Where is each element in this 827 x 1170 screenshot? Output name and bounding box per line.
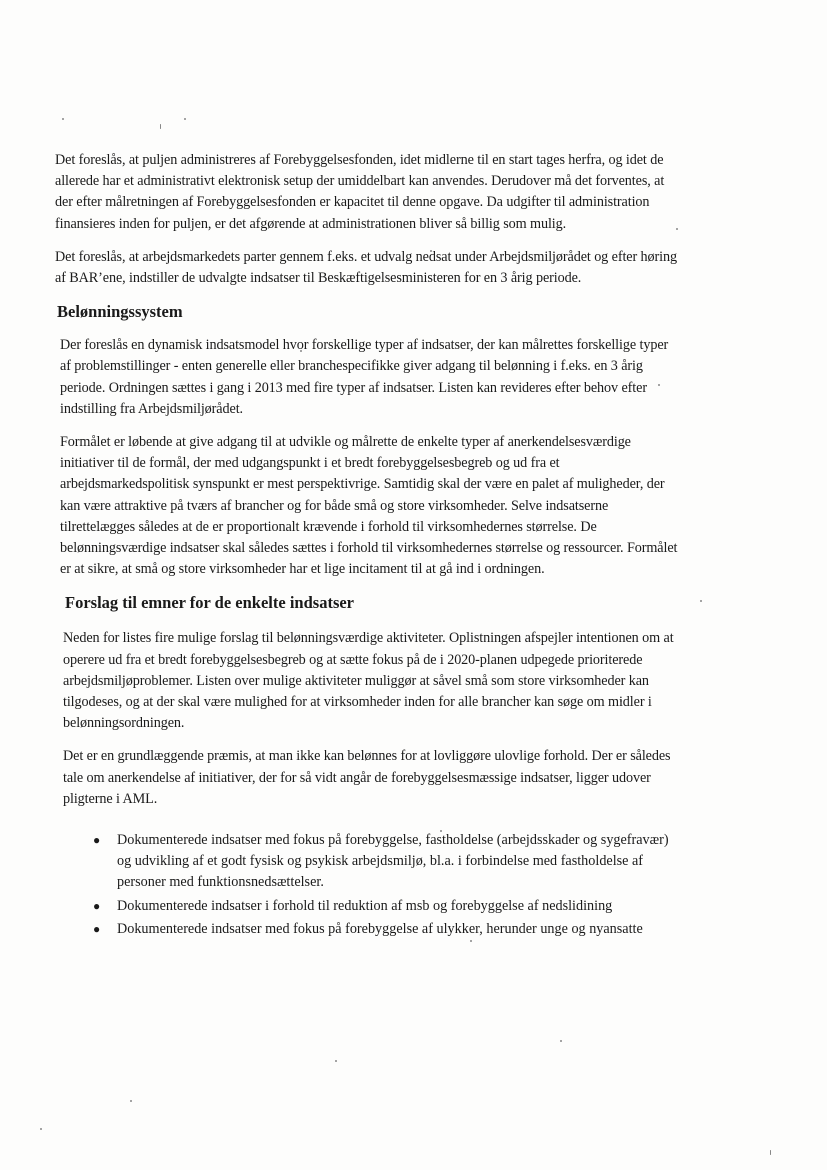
indsatser-list bbox=[63, 830, 680, 940]
heading-belonningssystem: Belønningssystem bbox=[57, 302, 183, 322]
paragraph-intro-1: Det foreslås, at puljen administreres af Forebyggelsesfonden, idet midlerne til en start tages herfra, og idet de allerede har et administrativt elektronisk setup der umiddelbart kan anvendes. Derudover må det forventes, at der efter målretningen af Forebyggelsesfonden er kapacitet til denne opgave. Da udgifter til administration finansieres inden for puljen, er det afgørende at administrationen bliver så billig som mulig. bbox=[55, 152, 665, 232]
heading-forslag-til-emner: Forslag til emner for de enkelte indsatser bbox=[65, 593, 355, 613]
list-item bbox=[93, 919, 680, 940]
list-item-text: Dokumenterede indsatser med fokus på forebyggelse, fastholdelse (arbejdsskader og sygefravær) og udvikling af et godt fysisk og psykisk arbejdsmiljø, bl.a. i forbindelse med fastholdelse af personer med funktionsnedsættelser. bbox=[117, 832, 669, 891]
bullet-icon: ● bbox=[93, 898, 101, 913]
list-item-text: Dokumenterede indsatser med fokus på forebyggelse af ulykker, herunder unge og nyansatte bbox=[117, 920, 643, 937]
list-item-text: Dokumenterede indsatser i forhold til reduktion af msb og forebyggelse af nedslidining bbox=[117, 897, 613, 914]
paragraph-forslag-2: Det er en grundlæggende præmis, at man ikke kan belønnes for at lovliggøre ulovlige forhold. Der er således tale om anerkendelse af initiativer, der for så vidt angår de forebyggelsesmæssige indsatser, ligger udover pligterne i AML. bbox=[63, 748, 671, 807]
bullet-icon: ● bbox=[93, 833, 101, 848]
list-item bbox=[93, 896, 680, 917]
bullet-icon: ● bbox=[93, 921, 101, 936]
list-item bbox=[93, 830, 680, 894]
paragraph-belonning-2: Formålet er løbende at give adgang til at udvikle og målrette de enkelte typer af anerkendelsesværdige initiativer til de formål, der med udgangspunkt i et bredt forebyggelsesbegreb og ud fra et arbejdsmarkedspolitisk synspunkt er mest perspektivrige. Samtidig skal der være en palet af muligheder, der kan være attraktive på tværs af brancher og for både små og store virksomheder. Selve indsatserne tilrettelægges således at de er proportionalt krævende i forhold til virksomhedernes størrelse. De belønningsværdige indsatser skal således sættes i forhold til virksomhedernes størrelse og ressourcer. Formålet er at sikre, at små og store virksomheder har et lige incitament til at gå ind i ordningen. bbox=[60, 434, 678, 578]
paragraph-belonning-1: Der foreslås en dynamisk indsatsmodel hvor forskellige typer af indsatser, der kan målrettes forskellige typer af problemstillinger - enten generelle eller branchespecifikke giver adgang til belønning i f.eks. en 3 årig periode. Ordningen sættes i gang i 2013 med fire typer af indsatser. Listen kan revideres efter behov efter indstilling fra Arbejdsmiljørådet. bbox=[60, 337, 669, 417]
document-body bbox=[55, 150, 680, 942]
section-forslag bbox=[55, 628, 680, 940]
section-belonningssystem bbox=[55, 335, 680, 580]
paragraph-intro-2: Det foreslås, at arbejdsmarkedets parter gennem f.eks. et udvalg nedsat under Arbejdsmiljørådet og efter høring af BAR’ene, indstiller de udvalgte indsatser til Beskæftigelsesministeren for en 3 årig periode. bbox=[55, 248, 677, 287]
paragraph-forslag-1: Neden for listes fire mulige forslag til belønningsværdige aktiviteter. Oplistningen afspejler intentionen om at operere ud fra et bredt forebyggelsesbegreb og at sætte fokus på de i 2020-planen udpegede prioriterede arbejdsmiljøproblemer. Listen over mulige aktiviteter muliggør at såvel små som store virksomheder kan tilgodeses, og at der skal være mulighed for at virksomheder inden for alle brancher kan søge om midler i belønningsordningen. bbox=[63, 630, 674, 732]
